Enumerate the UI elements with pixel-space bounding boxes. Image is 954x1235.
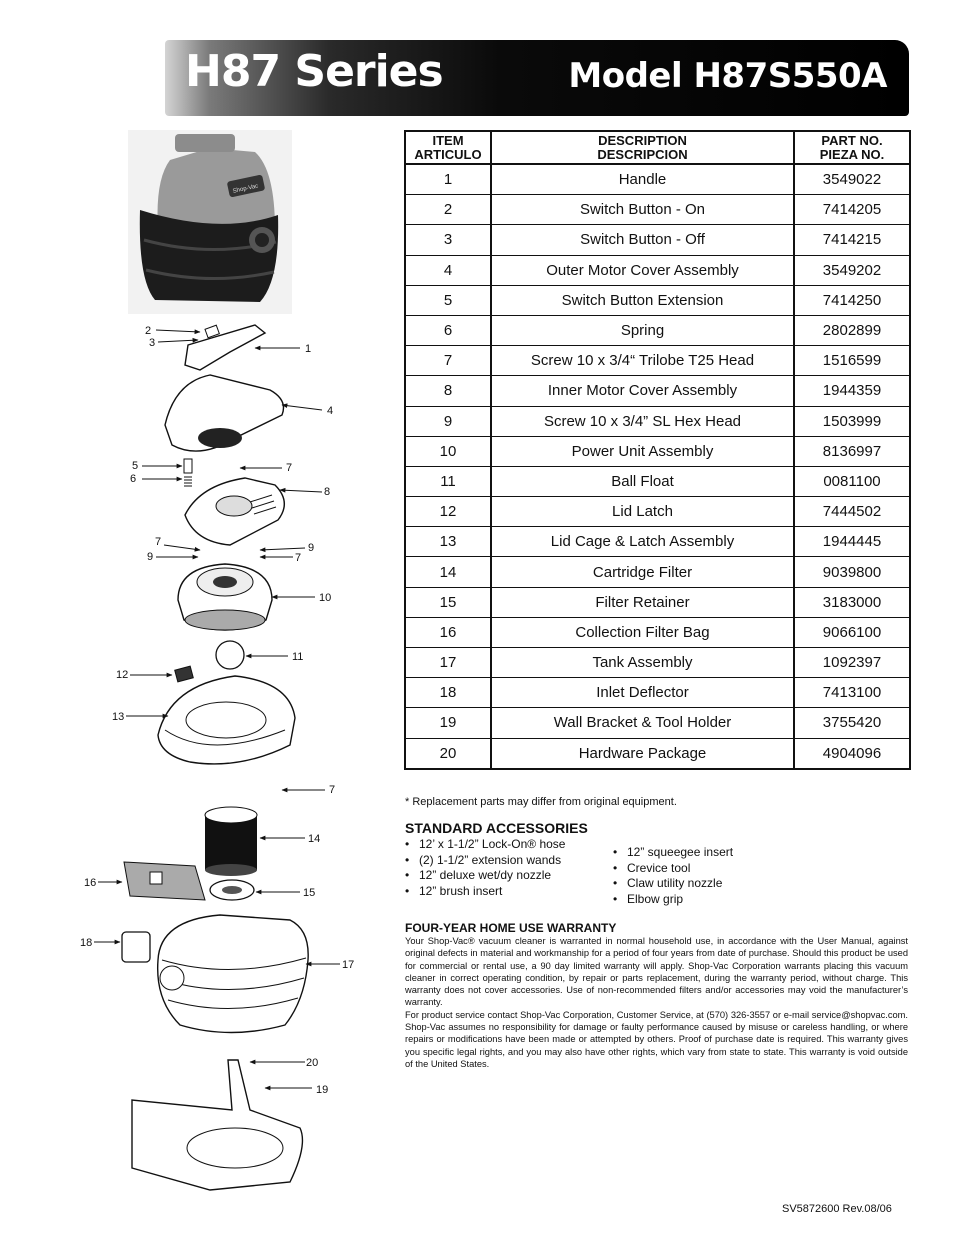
part-number-cell: 7414250 <box>794 285 909 315</box>
callout-7d: 7 <box>329 784 336 796</box>
item-cell: 12 <box>406 497 491 527</box>
description-cell: Ball Float <box>491 466 794 496</box>
switch-extension-spring <box>184 459 192 486</box>
part-number-cell: 1944445 <box>794 527 909 557</box>
header-description-en: DESCRIPTION <box>598 133 687 148</box>
part-number-cell: 4904096 <box>794 738 909 768</box>
table-row <box>406 708 909 738</box>
part-number-cell: 7444502 <box>794 497 909 527</box>
item-cell: 1 <box>443 171 453 189</box>
header-item-es: ARTICULO <box>414 147 482 162</box>
description-cell: Screw 10 x 3/4“ Trilobe T25 Head <box>491 346 794 376</box>
list-item: • 12” squeegee insert <box>613 845 733 861</box>
callout-7a: 7 <box>286 462 293 474</box>
description-cell: Cartridge Filter <box>491 557 794 587</box>
description-cell: Filter Retainer <box>491 587 794 617</box>
table-row <box>406 406 909 436</box>
callout-1: 1 <box>305 343 312 355</box>
part-number-cell: 1503999 <box>794 406 909 436</box>
parts-table-body <box>406 164 909 768</box>
part-number-cell: 0081100 <box>794 466 909 496</box>
item-cell: 9 <box>406 406 491 436</box>
part-number-cell: 7413100 <box>794 678 909 708</box>
part-number-cell: 9039800 <box>794 557 909 587</box>
item-cell: 16 <box>406 617 491 647</box>
callout-7b: 7 <box>155 536 162 548</box>
header-description <box>491 132 794 164</box>
description-cell: Switch Button - On <box>491 195 794 225</box>
table-row <box>406 497 909 527</box>
callout-15: 15 <box>303 887 316 899</box>
description-cell: Spring <box>491 315 794 345</box>
lid-latch <box>175 666 194 682</box>
wall-bracket <box>132 1060 302 1190</box>
brand-logo: Shop-Vac <box>232 183 259 195</box>
list-item: • Elbow grip <box>613 892 733 908</box>
description-cell: Outer Motor Cover Assembly <box>491 255 794 285</box>
callout-7c: 7 <box>295 552 302 564</box>
description-cell: Handle <box>491 164 794 195</box>
description-cell: Power Unit Assembly <box>491 436 794 466</box>
inner-motor-cover <box>185 478 284 545</box>
power-unit <box>178 564 272 630</box>
part-number-cell: 7414215 <box>794 225 909 255</box>
accessories-title: STANDARD ACCESSORIES <box>405 820 588 836</box>
table-row <box>406 225 909 255</box>
table-row <box>406 557 909 587</box>
description-cell: Tank Assembly <box>491 648 794 678</box>
callout-2: 2 <box>145 325 152 337</box>
callout-14: 14 <box>308 833 321 845</box>
lid-cage <box>158 676 295 764</box>
table-row <box>406 466 909 496</box>
table-row <box>406 315 909 345</box>
callout-18: 18 <box>80 937 93 949</box>
callout-5: 5 <box>132 460 139 472</box>
part-number-cell: 2802899 <box>794 315 909 345</box>
inlet-deflector <box>122 932 150 962</box>
warranty-title: FOUR-YEAR HOME USE WARRANTY <box>405 921 617 935</box>
part-number-cell: 3549202 <box>794 255 909 285</box>
item-cell: 20 <box>406 738 491 768</box>
header-part <box>794 132 909 164</box>
table-row <box>406 255 909 285</box>
item-cell: 8 <box>406 376 491 406</box>
callout-17: 17 <box>342 959 355 971</box>
series-title: H87 Series <box>185 46 443 97</box>
callout-13: 13 <box>112 711 125 723</box>
header-item-en: ITEM <box>432 133 464 148</box>
filter-retainer <box>210 880 254 900</box>
item-cell: 13 <box>406 527 491 557</box>
replacement-note: * Replacement parts may differ from original equipment. <box>405 796 677 808</box>
list-item: • Claw utility nozzle <box>613 876 733 892</box>
part-number-cell: 9066100 <box>794 617 909 647</box>
callout-9a: 9 <box>147 551 154 563</box>
table-row <box>406 738 909 768</box>
table-row <box>406 195 909 225</box>
item-cell: 11 <box>406 466 491 496</box>
callout-6: 6 <box>130 473 137 485</box>
document-id: SV5872600 Rev.08/06 <box>782 1203 892 1215</box>
list-item: • (2) 1-1/2” extension wands <box>405 853 565 869</box>
table-row <box>406 376 909 406</box>
table-row <box>406 648 909 678</box>
item-cell: 10 <box>406 436 491 466</box>
part-number-cell: 3755420 <box>794 708 909 738</box>
description-cell: Switch Button Extension <box>491 285 794 315</box>
callout-11: 11 <box>292 651 304 663</box>
description-cell: Inlet Deflector <box>491 678 794 708</box>
table-row <box>406 527 909 557</box>
callout-8: 8 <box>324 486 331 498</box>
table-row <box>406 617 909 647</box>
ball-float <box>216 641 244 669</box>
parts-table-header <box>406 132 909 164</box>
callout-9b: 9 <box>308 542 315 554</box>
list-item: • Crevice tool <box>613 861 733 877</box>
product-photo <box>128 130 292 314</box>
part-number-cell: 1092397 <box>794 648 909 678</box>
description-cell: Wall Bracket & Tool Holder <box>491 708 794 738</box>
exploded-parts-diagram <box>60 120 400 1200</box>
item-cell: 7 <box>406 346 491 376</box>
part-number-cell: 1944359 <box>794 376 909 406</box>
part-number-cell: 3183000 <box>794 587 909 617</box>
item-cell: 5 <box>406 285 491 315</box>
table-row <box>406 346 909 376</box>
item-cell: 4 <box>406 255 491 285</box>
header-item <box>406 132 491 164</box>
table-row <box>406 587 909 617</box>
item-cell: 3 <box>406 225 491 255</box>
callout-16: 16 <box>84 877 97 889</box>
description-cell: Inner Motor Cover Assembly <box>491 376 794 406</box>
tank-assembly <box>158 915 309 1033</box>
item-cell: 15 <box>406 587 491 617</box>
accessories-list-right <box>613 845 733 907</box>
description-cell: Lid Latch <box>491 497 794 527</box>
parts-table <box>404 130 911 770</box>
warranty-text <box>405 935 908 1070</box>
part-number-cell: 1516599 <box>794 346 909 376</box>
title-banner <box>165 40 909 116</box>
table-row <box>406 678 909 708</box>
description-cell: Switch Button - Off <box>491 225 794 255</box>
part-number-cell: 7414205 <box>794 195 909 225</box>
callout-20: 20 <box>306 1057 319 1069</box>
item-cell: 17 <box>406 648 491 678</box>
cartridge-filter <box>205 807 257 876</box>
item-cell: 19 <box>406 708 491 738</box>
table-row <box>406 164 909 195</box>
table-row <box>406 436 909 466</box>
table-row <box>406 285 909 315</box>
header-part-en: PART NO. <box>821 133 883 148</box>
callout-4: 4 <box>327 405 334 417</box>
description-cell: Hardware Package <box>491 738 794 768</box>
part-number-cell: 8136997 <box>794 436 909 466</box>
header-part-es: PIEZA NO. <box>819 147 885 162</box>
callout-10: 10 <box>319 592 332 604</box>
part-number-cell: 3549022 <box>794 164 909 195</box>
list-item: • 12” brush insert <box>405 884 565 900</box>
item-cell: 18 <box>406 678 491 708</box>
list-item: • 12” deluxe wet/dy nozzle <box>405 868 565 884</box>
description-cell: Collection Filter Bag <box>491 617 794 647</box>
callout-12: 12 <box>116 669 129 681</box>
item-cell: 2 <box>406 195 491 225</box>
header-description-es: DESCRIPCION <box>597 147 688 162</box>
list-item: • 12’ x 1-1/2” Lock-On® hose <box>405 837 565 853</box>
warranty-paragraph-2: For product service contact Shop-Vac Corporation, Customer Service, at (570) 326-3557 or e-mail service@shopvac.com. Shop-Vac assumes no responsibility for damage or faulty performance caused by misuse or careless handling, or where repairs or modifications have been made or attempted by others. Proof of purchase date is required. This warranty gives you specific legal rights, and you may also have other rights, which vary from state to state. This warranty is void outside of the United States. <box>405 1009 908 1069</box>
description-cell: Screw 10 x 3/4” SL Hex Head <box>491 406 794 436</box>
description-cell: Lid Cage & Latch Assembly <box>491 527 794 557</box>
callout-19: 19 <box>316 1084 329 1096</box>
outer-motor-cover <box>165 375 284 451</box>
collection-filter-bag <box>124 862 205 900</box>
item-cell: 6 <box>406 315 491 345</box>
item-cell: 14 <box>406 557 491 587</box>
model-title: Model H87S550A <box>568 56 887 96</box>
accessories-list-left <box>405 837 565 899</box>
callout-3: 3 <box>149 337 156 349</box>
warranty-paragraph-1: Your Shop-Vac® vacuum cleaner is warranted in normal household use, in accordance with the User Manual, against original defects in material and workmanship for a period of four years from date of purchase. Should this product be used for commercial or rental use, a 90 day limited warranty will apply. Shop-Vac Corporation warrants placing this vacuum cleaner in correct operating condition, by repair or parts replacement, during the warranty period, without charge. This warranty does not cover accessories. Use of non-recommended filters and/or accessories may void the manufacturer’s warranty. <box>405 936 908 1008</box>
